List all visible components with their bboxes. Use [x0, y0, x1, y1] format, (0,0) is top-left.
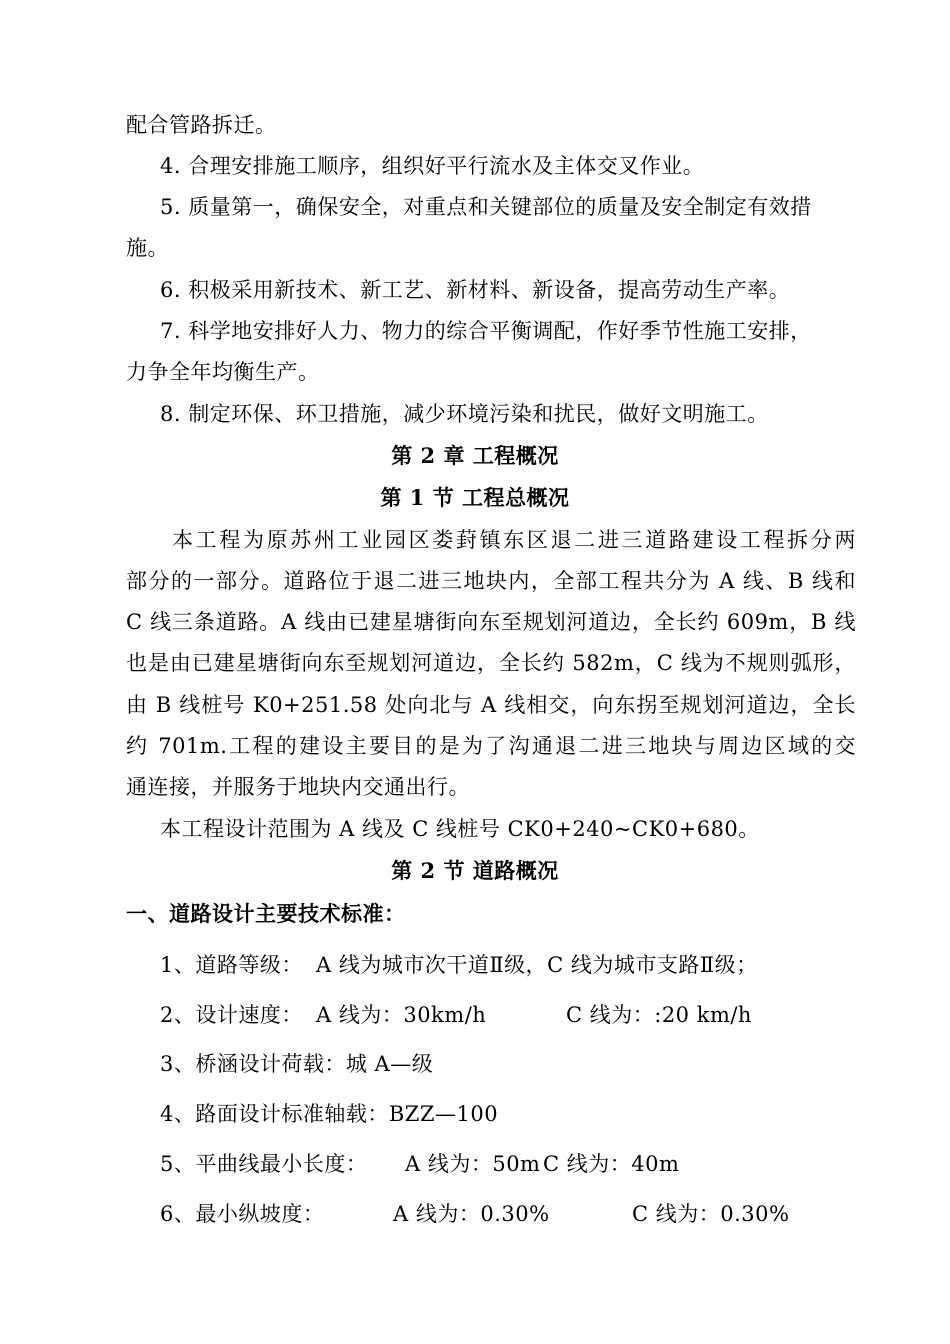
item-value-a: A 线为：50m — [405, 1152, 541, 1176]
item-value-c: C 线为：40m — [543, 1152, 680, 1176]
item-value-a: A 线为城市次干道Ⅱ级，C 线为城市支路Ⅱ级； — [316, 953, 758, 977]
item-label: 3、桥涵设计荷载：城 A—级 — [160, 1052, 434, 1076]
paragraph-line: 约 701m.工程的建设主要目的是为了沟通退二进三地块与周边区域的交 — [126, 734, 856, 758]
chapter-title: 第 2 章 工程概况 — [391, 443, 559, 468]
paragraph-continuation: 配合管路拆迁。 — [126, 113, 277, 137]
list-item-8: 8. 制定环保、环卫措施，减少环境污染和扰民，做好文明施工。 — [160, 402, 769, 426]
list-item-7-line2: 力争全年均衡生产。 — [126, 360, 320, 384]
paragraph-line: C 线三条道路。A 线由已建星塘街向东至规划河道边，全长约 609m，B 线 — [126, 610, 856, 634]
paragraph-line: 也是由已建星塘街向东至规划河道边，全长约 582m，C 线为不规则弧形， — [126, 651, 856, 675]
item-value-c: C 线为：0.30% — [632, 1202, 790, 1226]
list-item-6: 6. 积极采用新技术、新工艺、新材料、新设备，提高劳动生产率。 — [160, 278, 791, 302]
subheading-technical-standards: 一、道路设计主要技术标准： — [126, 901, 406, 926]
paragraph-line: 部分的一部分。道路位于退二进三地块内，全部工程共分为 A 线、B 线和 — [126, 569, 856, 593]
list-item-5-line2: 施。 — [126, 236, 169, 260]
section-title-1: 第 1 节 工程总概况 — [380, 485, 570, 510]
item-value-a: A 线为：0.30% — [393, 1202, 550, 1226]
item-value-a: A 线为：30km/h — [316, 1003, 487, 1027]
section-title-2: 第 2 节 道路概况 — [391, 858, 559, 883]
item-label: 6、最小纵坡度： — [160, 1202, 325, 1226]
paragraph-design-scope: 本工程设计范围为 A 线及 C 线桩号 CK0+240~CK0+680。 — [160, 817, 760, 841]
item-label: 2、设计速度： — [160, 1003, 303, 1027]
paragraph-line: 本工程为原苏州工业园区娄葑镇东区退二进三道路建设工程拆分两 — [172, 528, 856, 552]
item-value-c: C 线为：:20 km/h — [566, 1003, 752, 1027]
item-label: 1、道路等级： — [160, 953, 303, 977]
list-item-4: 4. 合理安排施工顺序，组织好平行流水及主体交叉作业。 — [160, 154, 705, 178]
list-item-7-line1: 7. 科学地安排好人力、物力的综合平衡调配，作好季节性施工安排， — [160, 319, 812, 343]
paragraph-line: 由 B 线桩号 K0+251.58 处向北与 A 线相交，向东拐至规划河道边，全长 — [126, 693, 856, 717]
item-label: 4、路面设计标准轴载：BZZ—100 — [160, 1102, 499, 1126]
list-item-5-line1: 5. 质量第一，确保安全，对重点和关键部位的质量及安全制定有效措 — [160, 195, 812, 219]
paragraph-line: 通连接，并服务于地块内交通出行。 — [126, 775, 470, 799]
item-label: 5、平曲线最小长度： — [160, 1152, 368, 1176]
